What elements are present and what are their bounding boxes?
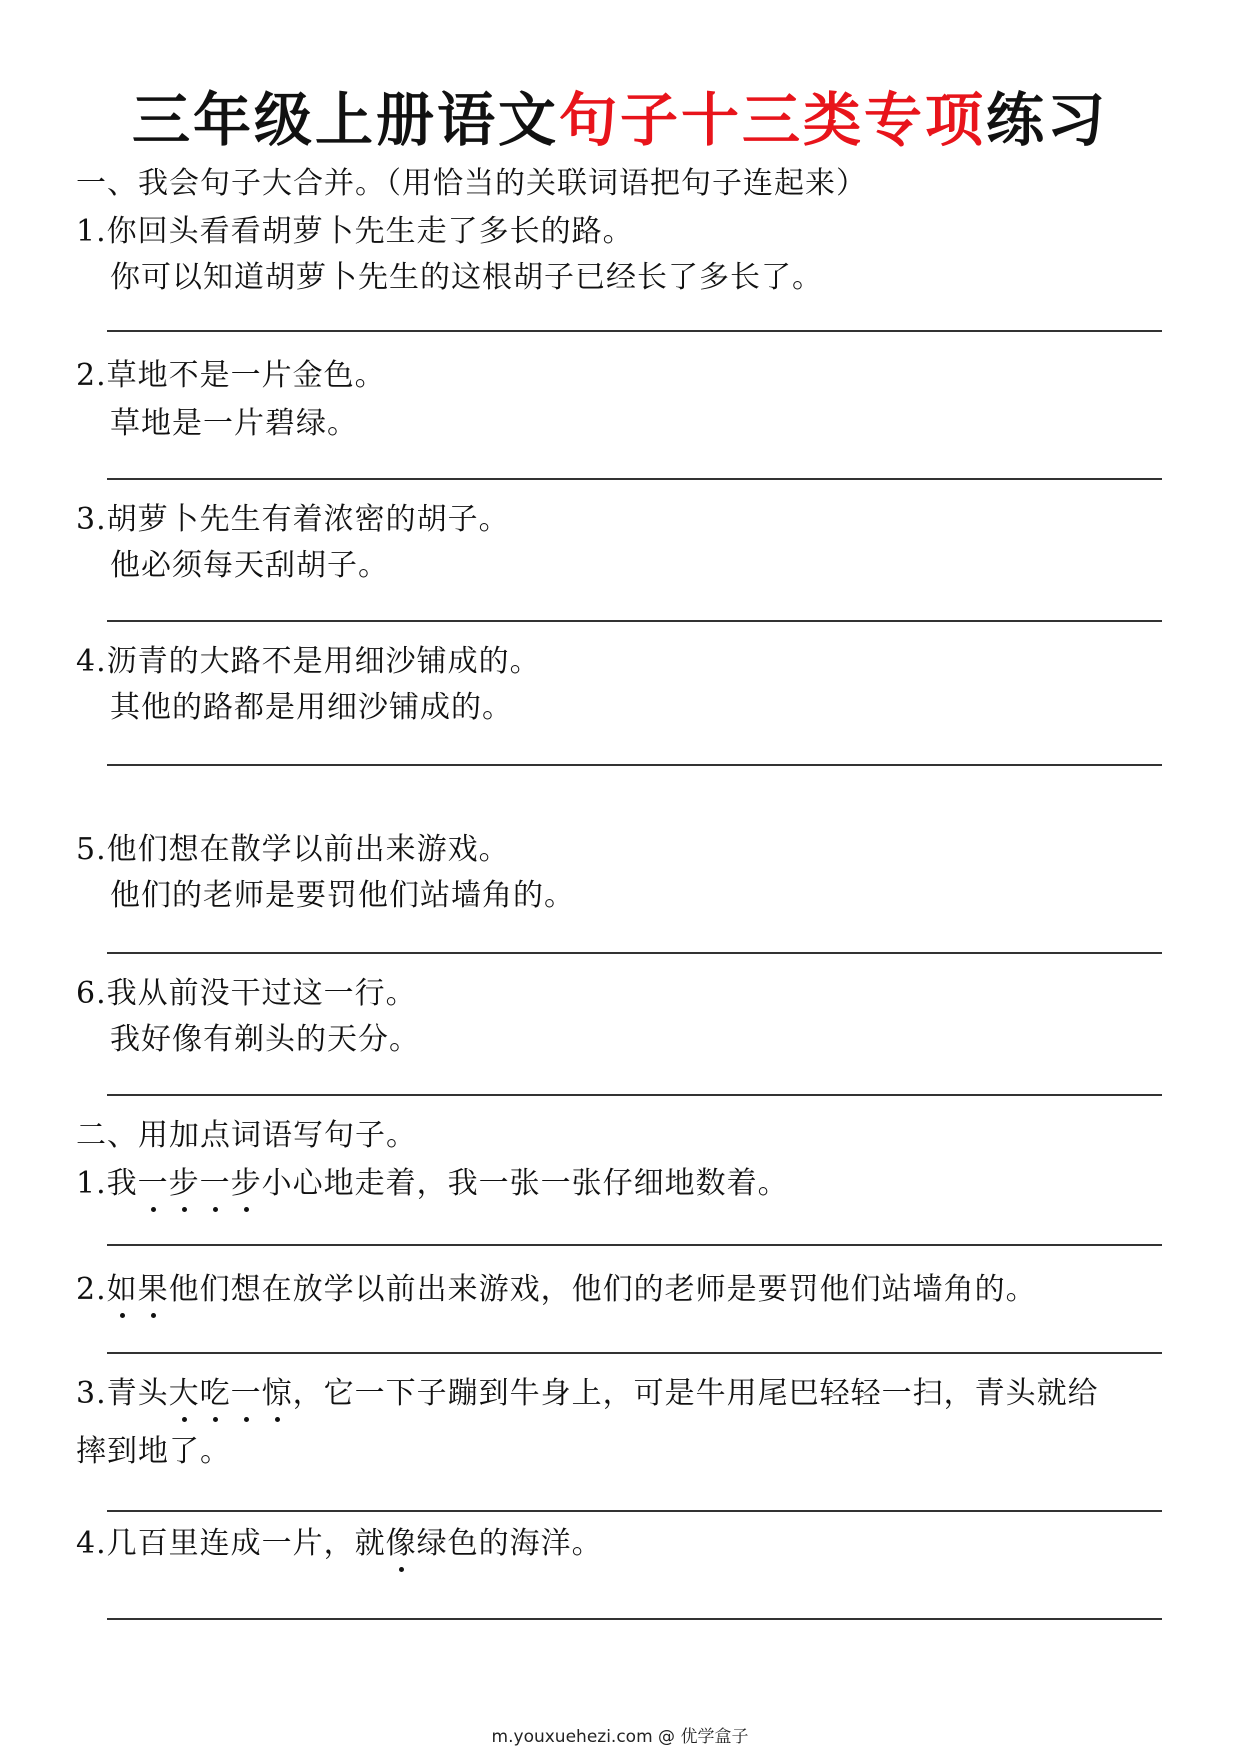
title-part2: 练习	[986, 86, 1109, 154]
s1-item5-line2: 他们的老师是要罚他们站墙角的。	[110, 878, 575, 913]
section1-heading: 一、我会句子大合并。（用恰当的关联词语把句子连起来）	[76, 166, 867, 201]
answer-line-2[interactable]	[107, 478, 1162, 480]
title-highlight: 句子十三类专项	[558, 86, 986, 154]
s1-item5-line1: 5.他们想在散学以前出来游戏。	[76, 832, 510, 867]
s1-item6-line1: 6.我从前没干过这一行。	[76, 976, 417, 1011]
emphasis-dot-char: 果	[138, 1270, 169, 1310]
answer-line-9[interactable]	[107, 1510, 1162, 1512]
emphasis-dot-char: 大	[169, 1374, 200, 1414]
s2-item2: 2.如果他们想在放学以前出来游戏，他们的老师是要罚他们站墙角的。	[76, 1270, 1037, 1310]
emphasis-dot-char: 吃	[200, 1374, 231, 1414]
s2-item3-line2: 摔到地了。	[76, 1434, 231, 1469]
answer-line-3[interactable]	[107, 620, 1162, 622]
s2-item1: 1.我一步一步小心地走着，我一张一张仔细地数着。	[76, 1164, 789, 1204]
emphasis-dot-char: 像	[386, 1524, 417, 1564]
s1-item2-line1: 2.草地不是一片金色。	[76, 358, 386, 393]
s1-item3-line2: 他必须每天刮胡子。	[110, 548, 389, 583]
footer-watermark: m.youxuehezi.com @ 优学盒子	[491, 1727, 749, 1747]
s2-item4: 4.几百里连成一片，就像绿色的海洋。	[76, 1524, 603, 1564]
answer-line-8[interactable]	[107, 1352, 1162, 1354]
s2-item3: 3.青头大吃一惊，它一下子蹦到牛身上，可是牛用尾巴轻轻一扫，青头就给	[76, 1374, 1099, 1414]
s1-item4-line2: 其他的路都是用细沙铺成的。	[110, 690, 513, 725]
emphasis-dot-char: 惊	[262, 1374, 293, 1414]
s1-item6-line2: 我好像有剃头的天分。	[110, 1022, 420, 1057]
emphasis-dot-char: 步	[231, 1164, 262, 1204]
emphasis-dot-char: 一	[200, 1164, 231, 1204]
emphasis-dot-char: 一	[231, 1374, 262, 1414]
answer-line-7[interactable]	[107, 1244, 1162, 1246]
answer-line-10[interactable]	[107, 1618, 1162, 1620]
emphasis-dot-char: 一	[138, 1164, 169, 1204]
answer-line-1[interactable]	[107, 330, 1162, 332]
emphasis-dot-char: 如	[107, 1270, 138, 1310]
title-part1: 三年级上册语文	[131, 86, 559, 154]
answer-line-5[interactable]	[107, 952, 1162, 954]
s1-item1-line1: 1.你回头看看胡萝卜先生走了多长的路。	[76, 214, 634, 249]
section2-heading: 二、用加点词语写句子。	[76, 1118, 417, 1153]
answer-line-6[interactable]	[107, 1094, 1162, 1096]
s1-item4-line1: 4.沥青的大路不是用细沙铺成的。	[76, 644, 541, 679]
page-title	[0, 82, 1240, 158]
emphasis-dot-char: 步	[169, 1164, 200, 1204]
s1-item2-line2: 草地是一片碧绿。	[110, 406, 358, 441]
answer-line-4[interactable]	[107, 764, 1162, 766]
s1-item3-line1: 3.胡萝卜先生有着浓密的胡子。	[76, 502, 510, 537]
s1-item1-line2: 你可以知道胡萝卜先生的这根胡子已经长了多长了。	[110, 260, 823, 295]
